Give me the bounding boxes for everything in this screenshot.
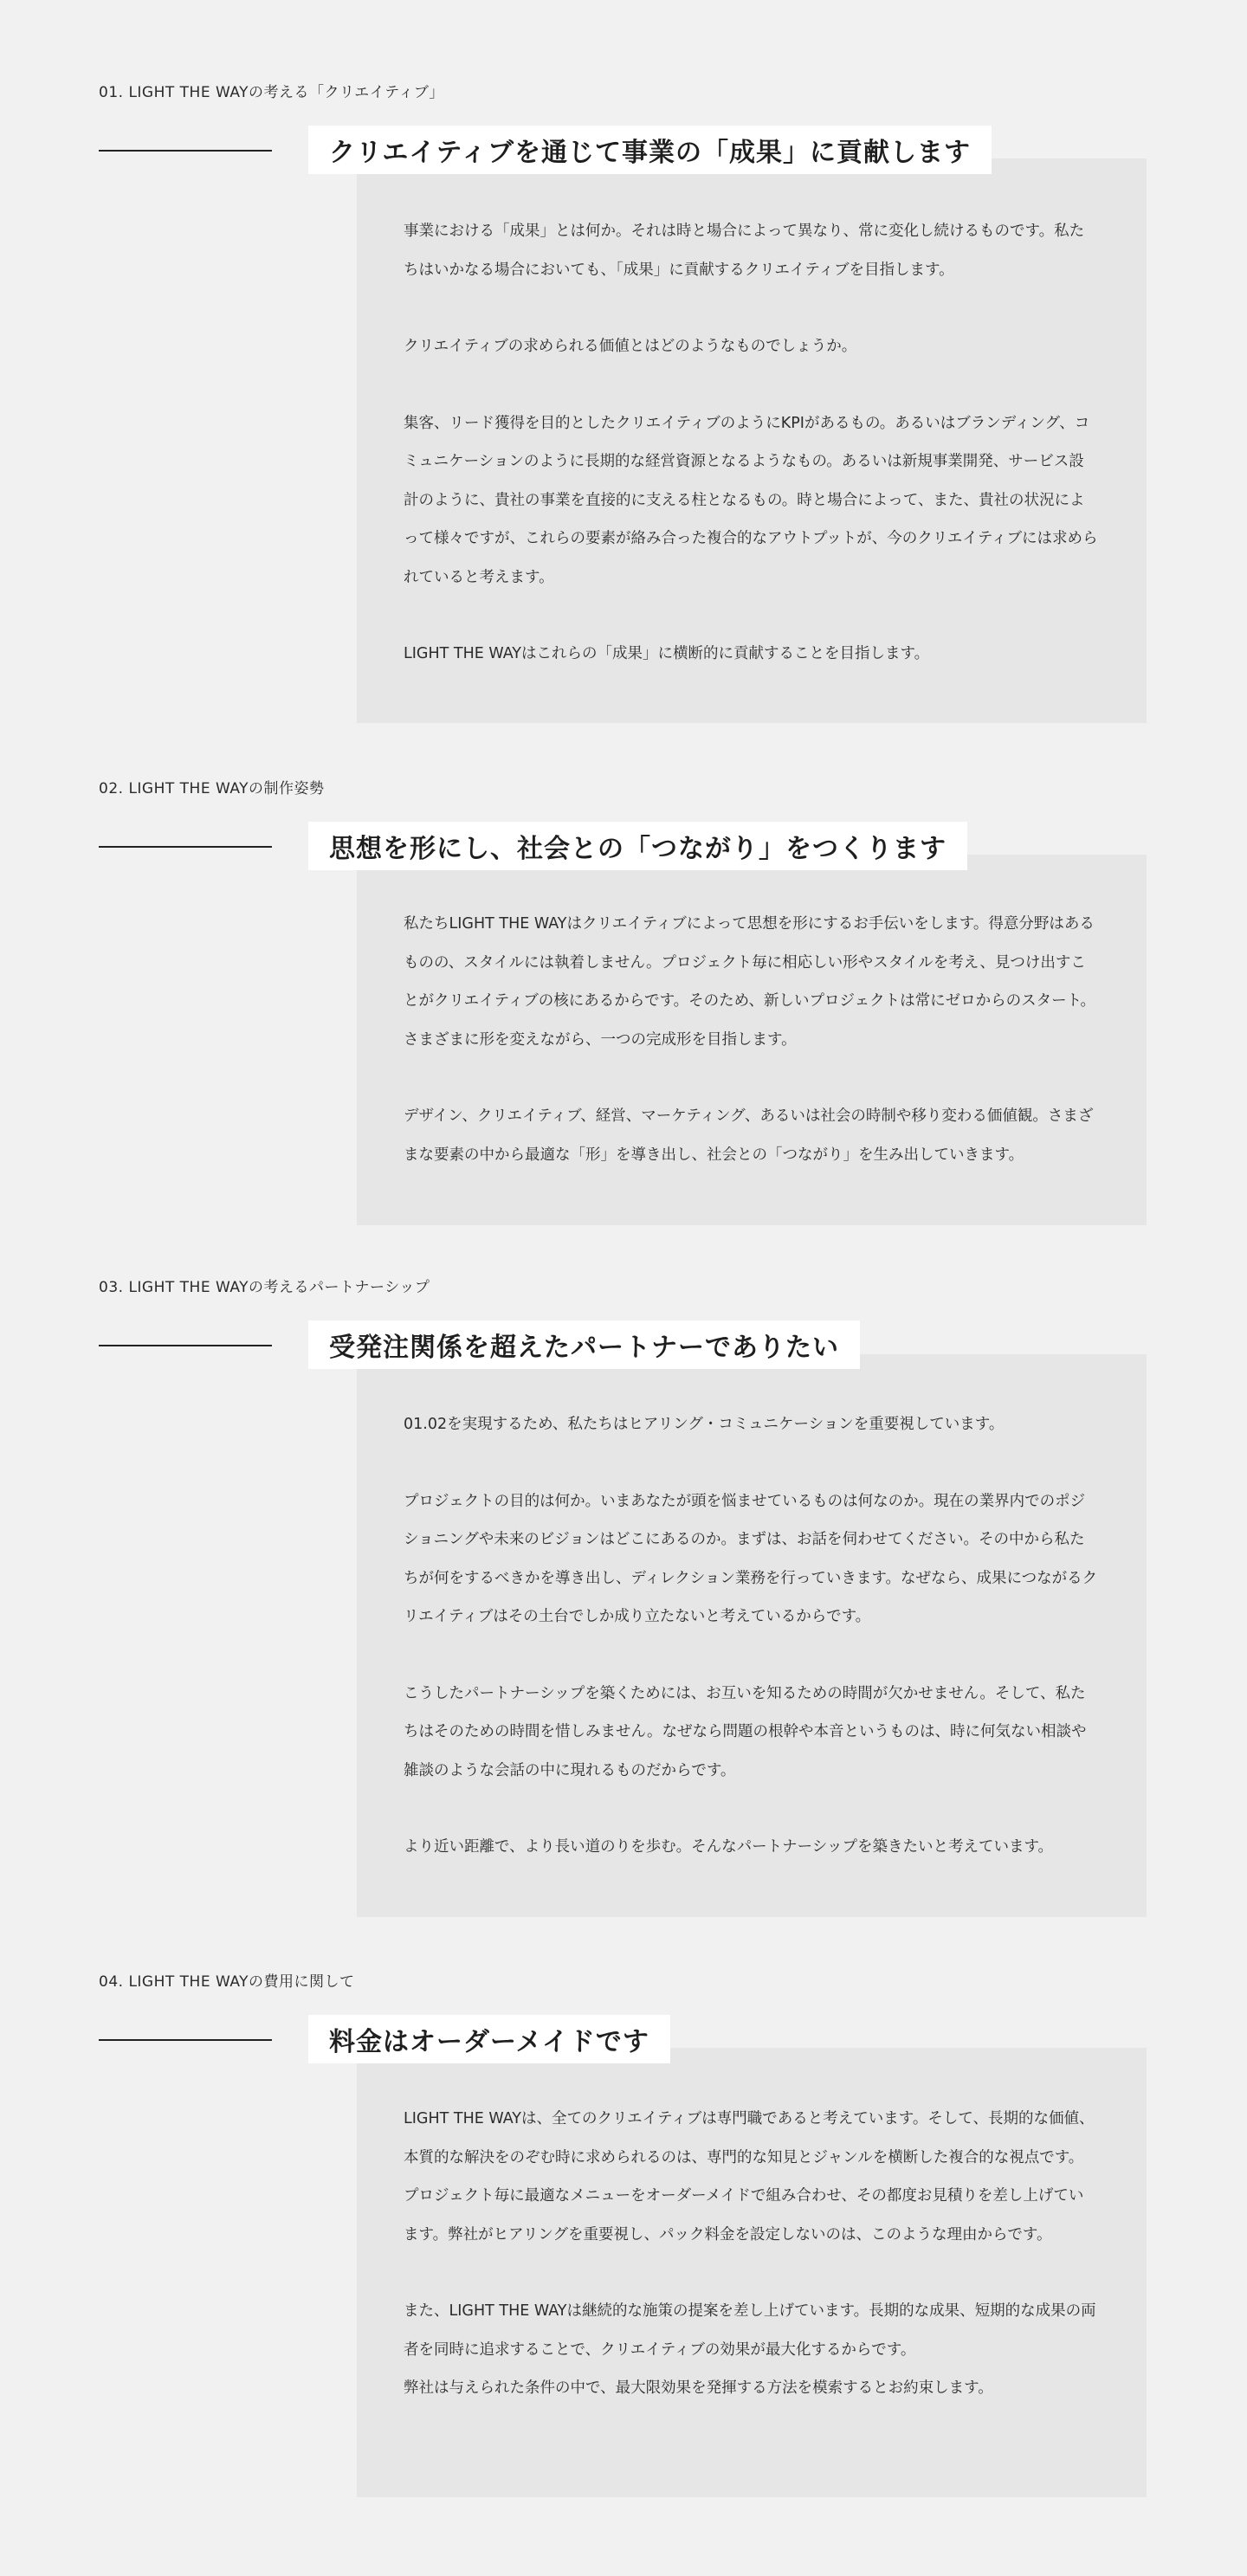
heading-box [308,126,992,174]
paragraph: こうしたパートナーシップを築くためには、お互いを知るための時間が欠かせません。そして、私たちはそのための時間を惜しみません。なぜなら問題の根幹や本音というものは、時に何気ない相談や雑談のような会話の中に現れるものだからです。 [404,1684,1087,1779]
section-heading: クリエイティブを通じて事業の「成果」に貢献します [329,138,971,168]
paragraph: クリエイティブの求められる価値とはどのようなものでしょうか。 [404,338,857,355]
heading-box [308,2015,670,2063]
section-label: 04. LIGHT THE WAYの費用に関して [99,1973,355,1991]
card-body [404,212,1098,674]
section-heading: 受発注関係を超えたパートナーでありたい [329,1333,839,1363]
section-label: 03. LIGHT THE WAYの考えるパートナーシップ [99,1279,430,1296]
content-card [357,158,1147,723]
paragraph: また、LIGHT THE WAYは継続的な施策の提案を差し上げています。長期的な成果、短期的な成果の両者を同時に追求することで、クリエイティブの効果が最大化するからです。 弊社は与えられた条件の中で、最大限効果を発揮する方法を模索するとお約束します。 [404,2302,1096,2397]
heading-row [99,1320,1138,1369]
section-label: 02. LIGHT THE WAYの制作姿勢 [99,780,325,797]
section-label: 01. LIGHT THE WAYの考える「クリエイティブ」 [99,84,444,101]
content-card [357,1354,1147,1917]
heading-box [308,1320,860,1369]
heading-row [99,126,1138,174]
card-body [404,2100,1098,2408]
paragraph: 私たちLIGHT THE WAYはクリエイティブによって思想を形にするお手伝いをします。得意分野はあるものの、スタイルには執着しません。プロジェクト毎に相応しい形やスタイルを考え、見つけ出すことがクリエイティブの核にあるからです。そのため、新しいプロジェクトは常にゼロからのスタート。さまざまに形を変えながら、一つの完成形を目指します。 [404,915,1096,1049]
paragraph: 集客、リード獲得を目的としたクリエイティブのようにKPIがあるもの。あるいはブランディング、コミュニケーションのように長期的な経営資源となるようなもの。あるいは新規事業開発、サービス設計のように、貴社の事業を直接的に支える柱となるもの。時と場合によって、また、貴社の状況によって様々ですが、これらの要素が絡み合った複合的なアウトプットが、今のクリエイティブには求められていると考えます。 [404,414,1098,586]
heading-box [308,822,967,870]
heading-row [99,2015,1138,2063]
content-card [357,2048,1147,2497]
card-body [404,1405,1098,1867]
paragraph: LIGHT THE WAYはこれらの「成果」に横断的に貢献することを目指します。 [404,645,930,662]
paragraph: LIGHT THE WAYは、全てのクリエイティブは専門職であると考えています。そして、長期的な価値、本質的な解決をのぞむ時に求められるのは、専門的な知見とジャンルを横断した複合的な視点です。プロジェクト毎に最適なメニューをオーダーメイドで組み合わせ、その都度お見積りを差し上げています。弊社がヒアリングを重要視し、パック料金を設定しないのは、このような理由からです。 [404,2110,1095,2244]
section-heading: 思想を形にし、社会との「つながり」をつくります [329,834,947,864]
heading-rule [99,2039,272,2041]
heading-rule [99,1345,272,1346]
paragraph: デザイン、クリエイティブ、経営、マーケティング、あるいは社会の時制や移り変わる価値観。さまざまな要素の中から最適な「形」を導き出し、社会との「つながり」を生み出していきます。 [404,1107,1094,1164]
content-card [357,855,1147,1225]
heading-row [99,822,1138,870]
card-body [404,905,1098,1174]
section-heading: 料金はオーダーメイドです [329,2027,649,2057]
paragraph: プロジェクトの目的は何か。いまあなたが頭を悩ませているものは何なのか。現在の業界内でのポジショニングや未来のビジョンはどこにあるのか。まずは、お話を伺わせてください。その中から私たちが何をするべきかを導き出し、ディレクション業務を行っていきます。なぜなら、成果につながるクリエイティブはその土台でしか成り立たないと考えているからです。 [404,1492,1098,1625]
heading-rule [99,846,272,848]
paragraph: より近い距離で、より長い道のりを歩む。そんなパートナーシップを築きたいと考えています。 [404,1838,1054,1856]
paragraph: 事業における「成果」とは何か。それは時と場合によって異なり、常に変化し続けるものです。私たちはいかなる場合においても、「成果」に貢献するクリエイティブを目指します。 [404,223,1085,279]
paragraph: 01.02を実現するため、私たちはヒアリング・コミュニケーションを重要視しています。 [404,1416,1005,1433]
heading-rule [99,150,272,152]
